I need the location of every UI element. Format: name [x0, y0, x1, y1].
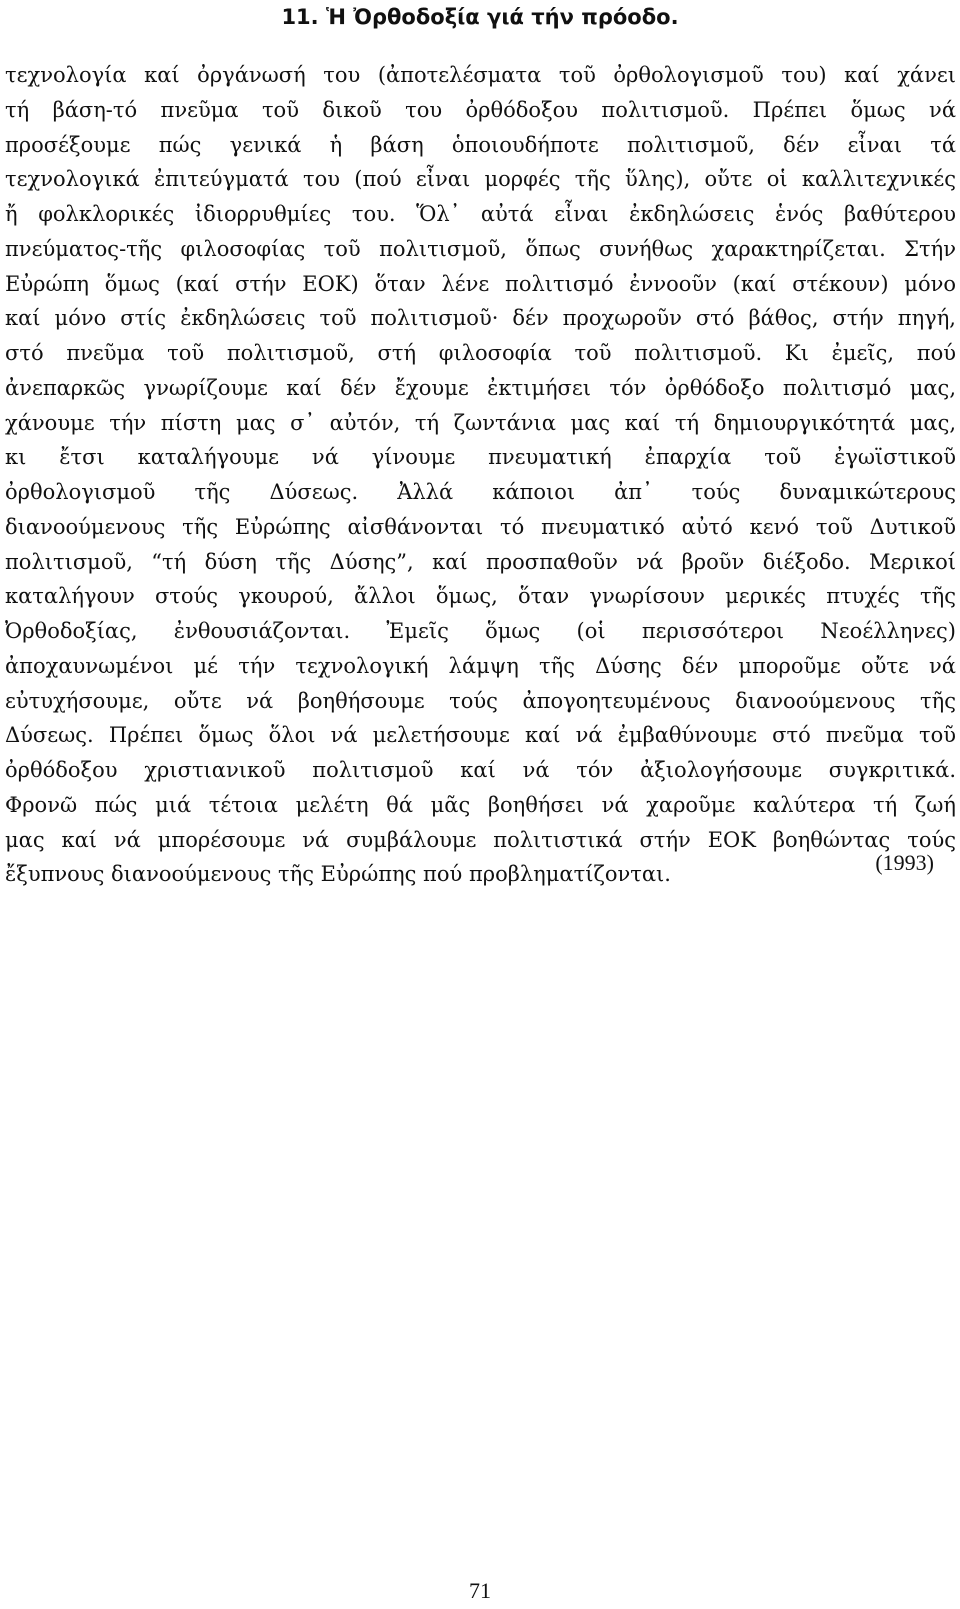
text-line: κι ἔτσι καταλήγουμε νά γίνουμε πνευματική ἐπαρχία τοῦ ἐγωϊστικοῦ [5, 445, 956, 470]
chapter-title: 11. Ἡ Ὀρθοδοξία γιά τήν πρόοδο. [281, 5, 679, 29]
text-line: ἔξυπνους διανοούμενους τῆς Εὐρώπης πού προβληματίζονται. [5, 862, 671, 887]
text-line: Δύσεως. Πρέπει ὅμως ὅλοι νά μελετήσουμε καί νά ἐμβαθύνουμε στό πνεῦμα τοῦ [5, 723, 956, 748]
text-line: εὐτυχήσουμε, οὔτε νά βοηθήσουμε τούς ἀπογοητευμένους διανοούμενους τῆς [5, 688, 956, 713]
body-paragraph [5, 58, 956, 892]
text-line: μας καί νά μπορέσουμε νά συμβάλουμε πολιτιστικά στήν ΕΟΚ βοηθώντας τούς [5, 827, 956, 852]
text-line: καταλήγουν στούς γκουρού, ἄλλοι ὅμως, ὅταν γνωρίσουν μερικές πτυχές τῆς [5, 584, 956, 609]
text-line: διανοούμενους τῆς Εὐρώπης αἰσθάνονται τό πνευματικό αὐτό κενό τοῦ Δυτικοῦ [5, 514, 956, 539]
text-line: τεχνολογικά ἐπιτεύγματά του (πού εἶναι μορφές τῆς ὕλης), οὔτε οἱ καλλιτεχνικές [5, 167, 956, 192]
text-line: ἀνεπαρκῶς γνωρίζουμε καί δέν ἔχουμε ἐκτιμήσει τόν ὀρθόδοξο πολιτισμό μας, [5, 375, 956, 400]
text-line: τή βάση-τό πνεῦμα τοῦ δικοῦ του ὀρθόδοξου πολιτισμοῦ. Πρέπει ὅμως νά [5, 97, 956, 122]
text-line: ἤ φολκλορικές ἰδιορρυθμίες του. Ὅλ᾿ αὐτά εἶναι ἐκδηλώσεις ἑνός βαθύτερου [5, 202, 956, 226]
text-line: πνεύματος-τῆς φιλοσοφίας τοῦ πολιτισμοῦ, ὅπως συνήθως χαρακτηρίζεται. Στήν [5, 236, 956, 261]
date-note: (1993) [875, 850, 934, 875]
page-number: 71 [469, 1578, 491, 1603]
text-line: ἀποχαυνωμένοι μέ τήν τεχνολογική λάμψη τῆς Δύσης δέν μποροῦμε οὔτε νά [5, 653, 956, 678]
text-line: ὀρθόδοξου χριστιανικοῦ πολιτισμοῦ καί νά τόν ἀξιολογήσουμε συγκριτικά. [5, 758, 956, 782]
text-line: ὀρθολογισμοῦ τῆς Δύσεως. Ἀλλά κάποιοι ἀπ᾿ τούς δυναμικώτερους [5, 480, 956, 504]
text-line: τεχνολογία καί ὀργάνωσή του (ἀποτελέσματα τοῦ ὀρθολογισμοῦ του) καί χάνει [5, 63, 956, 87]
text-line: Φρονῶ πώς μιά τέτοια μελέτη θά μᾶς βοηθήσει νά χαροῦμε καλύτερα τή ζωή [5, 792, 956, 817]
text-line: καί μόνο στίς ἐκδηλώσεις τοῦ πολιτισμοῦ· δέν προχωροῦν στό βάθος, στήν πηγή, [5, 306, 956, 331]
text-line: χάνουμε τήν πίστη μας σ᾿ αὐτόν, τή ζωντάνια μας καί τή δημιουργικότητά μας, [5, 410, 956, 435]
text-line: Ὀρθοδοξίας, ἐνθουσιάζονται. Ἐμεῖς ὅμως (οἱ περισσότεροι Νεοέλληνες) [5, 619, 956, 643]
text-line: προσέξουμε πώς γενικά ἡ βάση ὁποιουδήποτε πολιτισμοῦ, δέν εἶναι τά [5, 132, 956, 157]
text-line: πολιτισμοῦ, “τή δύση τῆς Δύσης”, καί προσπαθοῦν νά βροῦν διέξοδο. Μερικοί [5, 549, 956, 574]
text-line: στό πνεῦμα τοῦ πολιτισμοῦ, στή φιλοσοφία τοῦ πολιτισμοῦ. Κι ἐμεῖς, πού [5, 341, 956, 365]
page-header [0, 2, 960, 32]
text-line: Εὐρώπη ὅμως (καί στήν ΕΟΚ) ὅταν λένε πολιτισμό ἐννοοῦν (καί στέκουν) μόνο [5, 271, 956, 296]
